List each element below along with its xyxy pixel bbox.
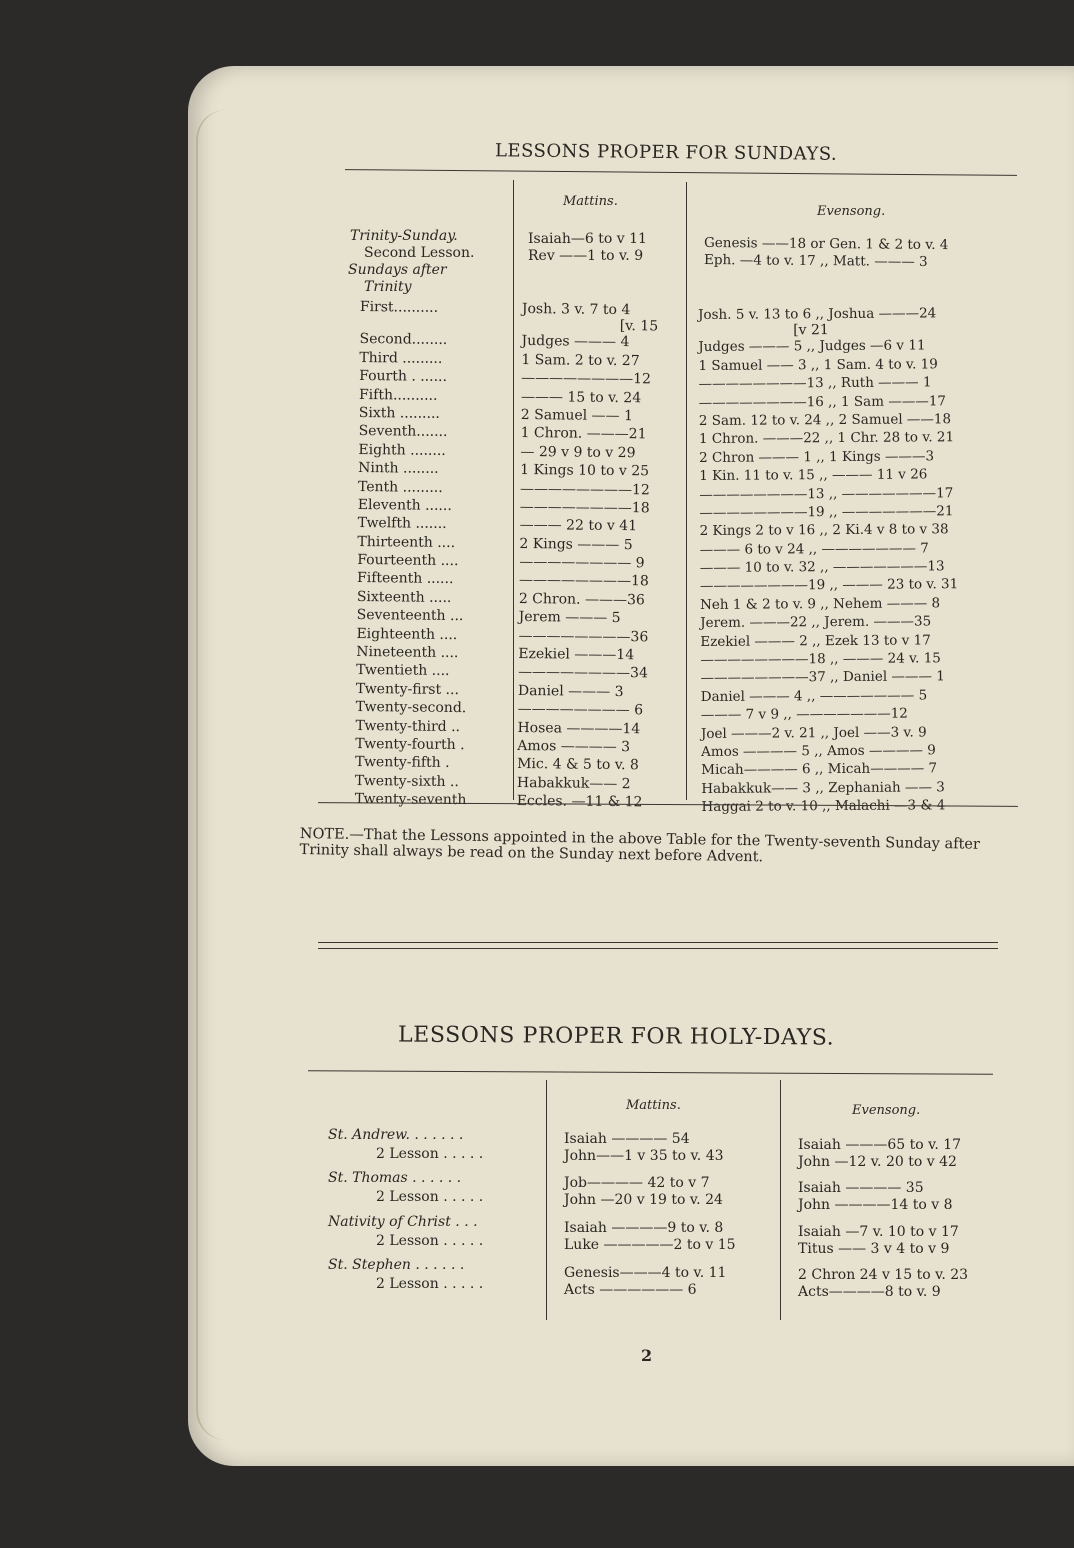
- list-item: Ezekiel ——— 2 ,, Ezek 13 to v 17: [700, 632, 931, 650]
- page-number: 2: [641, 1346, 653, 1365]
- sundays-list: [355, 298, 472, 810]
- column-divider-right: [686, 182, 687, 800]
- list-item: ————————34: [518, 664, 649, 682]
- holyday-lesson: 2 Lesson . . . . .: [376, 1276, 484, 1292]
- list-item: ————————13 ,, ———————17: [699, 484, 954, 503]
- list-item: Twenty-third ..: [355, 717, 461, 735]
- list-item: Fifteenth ......: [356, 570, 454, 588]
- trinity-word: Trinity: [364, 279, 412, 295]
- list-item: Nineteenth ....: [356, 644, 459, 662]
- holyday-evensong-second: John ————14 to v 8: [798, 1197, 953, 1213]
- holyday-mattins-first: Isaiah ———— 54: [564, 1131, 690, 1147]
- holyday-name: Nativity of Christ . . .: [328, 1214, 478, 1230]
- list-item: 1 Sam. 2 to v. 27: [521, 351, 640, 370]
- holyday-mattins-first: Genesis———4 to v. 11: [564, 1265, 727, 1281]
- holyday-evensong-first: Isaiah —7 v. 10 to v 17: [798, 1224, 959, 1240]
- list-item: Daniel ——— 3: [517, 682, 624, 700]
- holyday-mattins-second: John——1 v 35 to v. 43: [564, 1148, 724, 1164]
- list-item: ——— 7 v 9 ,, ———————12: [700, 705, 908, 724]
- list-item: Judges ——— 5 ,, Judges —6 v 11: [698, 337, 926, 356]
- column-divider-left: [513, 180, 514, 800]
- holyday-evensong-first: Isaiah ———— 35: [798, 1180, 924, 1196]
- list-item: Amos ———— 5 ,, Amos ———— 9: [701, 742, 936, 760]
- trinity-evensong-first: Genesis ——18 or Gen. 1 & 2 to v. 4: [703, 234, 949, 254]
- list-item: Joel ———2 v. 21 ,, Joel ——3 v. 9: [700, 724, 927, 742]
- page-edge: [196, 110, 228, 1440]
- trinity-sunday-label: Trinity-Sunday.: [350, 228, 458, 244]
- list-item: ————————16 ,, 1 Sam ———17: [698, 392, 947, 411]
- holydays-title: LESSONS PROPER FOR HOLY-DAYS.: [397, 1022, 835, 1051]
- list-item: — 29 v 9 to v 29: [520, 443, 636, 461]
- sundays-after-label: Sundays after: [348, 262, 447, 278]
- holyday-evensong-second: John —12 v. 20 to v 42: [798, 1154, 957, 1170]
- holydays-mattins-header: Mattins.: [626, 1098, 681, 1113]
- list-item: Fourteenth ....: [357, 552, 459, 570]
- list-item: Seventeenth ...: [356, 607, 464, 625]
- list-item: Amos ———— 3: [517, 737, 631, 756]
- list-item: Tenth .........: [357, 478, 443, 496]
- list-item: 1 Chron. ———21: [520, 425, 647, 443]
- list-item: ——— 6 to v 24 ,, ——————— 7: [699, 540, 929, 558]
- list-item: ————————13 ,, Ruth ——— 1: [698, 374, 932, 393]
- list-item: Daniel ——— 4 ,, ——————— 5: [700, 687, 928, 705]
- list-item: Fourth . ......: [359, 368, 448, 386]
- list-item: Mic. 4 & 5 to v. 8: [517, 756, 639, 774]
- second-lesson-label: Second Lesson.: [364, 245, 475, 261]
- list-item: Hosea ————14: [517, 719, 641, 737]
- holyday-mattins-first: Isaiah ————9 to v. 8: [564, 1220, 724, 1236]
- holyday-name: St. Andrew. . . . . . .: [328, 1127, 464, 1143]
- list-item: ————————19 ,, ———————21: [699, 503, 954, 521]
- list-item: Habakkuk—— 3 ,, Zephaniah —— 3: [701, 779, 945, 797]
- list-item: ————————36: [518, 627, 649, 645]
- holyday-evensong-second: Acts————8 to v. 9: [798, 1284, 941, 1300]
- list-item: ————————19 ,, ——— 23 to v. 31: [699, 576, 959, 595]
- note-paragraph: NOTE.—That the Lessons appointed in the above Table for the Twenty-seventh Sunday after Trinity shall always be read on the Sunday next before Advent.: [299, 826, 981, 866]
- list-item: ————————18 ,, ——— 24 v. 15: [700, 650, 941, 669]
- list-item: ————————37 ,, Daniel ——— 1: [700, 668, 945, 687]
- trinity-mattins-first: Isaiah—6 to v 11: [528, 231, 647, 247]
- trinity-evensong-second: Eph. —4 to v. 17 ,, Matt. ——— 3: [703, 252, 928, 270]
- list-item: Habakkuk—— 2: [516, 774, 631, 792]
- holydays-divider-left: [546, 1080, 547, 1320]
- list-item: ————————12: [519, 480, 650, 498]
- list-item: 2 Chron ——— 1 ,, 1 Kings ———3: [699, 448, 935, 466]
- list-item: 1 Samuel —— 3 ,, 1 Sam. 4 to v. 19: [698, 356, 938, 374]
- double-rule: [318, 942, 998, 949]
- list-item: ———————— 9: [519, 554, 645, 572]
- holyday-name: St. Stephen . . . . . .: [328, 1257, 465, 1273]
- list-item: Twenty-fourth .: [355, 735, 465, 754]
- list-item: Josh. 3 v. 7 to 4: [521, 300, 631, 319]
- list-item: 2 Chron. ———36: [518, 590, 645, 609]
- holyday-lesson: 2 Lesson . . . . .: [376, 1146, 484, 1162]
- list-item: 2 Kings ——— 5: [519, 535, 633, 553]
- list-item: Eleventh ......: [357, 496, 452, 514]
- holydays-evensong-header: Evensong.: [852, 1103, 921, 1118]
- holyday-evensong-first: 2 Chron 24 v 15 to v. 23: [798, 1267, 969, 1283]
- list-item: 2 Kings 2 to v 16 ,, 2 Ki.4 v 8 to v 38: [699, 521, 949, 540]
- list-item: 1 Chron. ———22 ,, 1 Chr. 28 to v. 21: [698, 429, 955, 448]
- list-item: Micah———— 6 ,, Micah———— 7: [701, 760, 938, 779]
- list-item: Third .........: [359, 349, 443, 367]
- holyday-mattins-second: John —20 v 19 to v. 24: [564, 1192, 723, 1208]
- list-item: ————————18: [519, 498, 650, 517]
- list-item: Eighth ........: [358, 441, 446, 459]
- list-item: Sixteenth .....: [356, 588, 452, 606]
- list-item: Twelfth .......: [357, 515, 447, 533]
- holyday-mattins-first: Job———— 42 to v 7: [564, 1175, 710, 1191]
- list-item: Twenty-fifth .: [355, 754, 450, 772]
- list-item: Judges ——— 4: [521, 333, 630, 351]
- holyday-mattins-second: Acts —————— 6: [564, 1282, 697, 1298]
- list-item: Twenty-seventh: [354, 791, 467, 809]
- list-item: 2 Samuel —— 1: [520, 406, 634, 425]
- list-item: Josh. 5 v. 13 to 6 ,, Joshua ———24: [698, 305, 937, 323]
- sundays-title: LESSONS PROPER FOR SUNDAYS.: [494, 140, 838, 165]
- trinity-mattins-second: Rev ——1 to v. 9: [528, 248, 644, 264]
- list-item: ————————18: [518, 572, 649, 590]
- evensong-header: Evensong.: [817, 204, 886, 219]
- holyday-name: St. Thomas . . . . . .: [328, 1170, 462, 1186]
- mattins-list: [517, 300, 659, 812]
- holyday-lesson: 2 Lesson . . . . .: [376, 1189, 484, 1205]
- list-item: Jerem. ———22 ,, Jerem. ———35: [700, 613, 932, 632]
- holyday-evensong-first: Isaiah ———65 to v. 17: [798, 1137, 962, 1153]
- holydays-divider-right: [780, 1080, 781, 1320]
- holyday-mattins-second: Luke —————2 to v 15: [564, 1237, 736, 1253]
- list-item: [v. 15: [619, 318, 659, 335]
- list-item: Ninth ........: [358, 460, 439, 477]
- list-item: Twenty-first ...: [355, 680, 460, 698]
- list-item: 2 Sam. 12 to v. 24 ,, 2 Samuel ——18: [698, 411, 952, 429]
- list-item: Fifth..........: [358, 386, 438, 404]
- list-item: Second........: [359, 331, 448, 349]
- list-item: ————————12: [521, 370, 652, 388]
- list-item: Twenty-second.: [355, 699, 467, 717]
- list-item: ———————— 6: [517, 701, 644, 719]
- evensong-list: [698, 304, 960, 816]
- list-item: Haggai 2 to v. 10 ,, Malachi —3 & 4: [701, 797, 946, 816]
- list-item: ——— 22 to v 41: [519, 517, 638, 535]
- list-item: ——— 15 to v. 24: [520, 388, 642, 406]
- holyday-lesson: 2 Lesson . . . . .: [376, 1233, 484, 1249]
- list-item: Eighteenth ....: [356, 625, 458, 643]
- list-item: Jerem ——— 5: [518, 609, 621, 627]
- mattins-header: Mattins.: [563, 194, 618, 209]
- list-item: Seventh.......: [358, 423, 448, 441]
- list-item: 1 Kin. 11 to v. 15 ,, ——— 11 v 26: [699, 466, 928, 485]
- list-item: Neh 1 & 2 to v. 9 ,, Nehem ——— 8: [700, 595, 941, 613]
- list-item: ——— 10 to v. 32 ,, ———————13: [699, 558, 945, 577]
- list-item: [v 21: [793, 322, 829, 339]
- list-item: 1 Kings 10 to v 25: [520, 462, 650, 480]
- list-item: Thirteenth ....: [357, 533, 456, 551]
- holyday-evensong-second: Titus —— 3 v 4 to v 9: [798, 1241, 950, 1257]
- list-item: Ezekiel ———14: [518, 646, 635, 664]
- list-item: Sixth .........: [358, 404, 440, 422]
- list-item: First..........: [359, 298, 439, 316]
- list-item: Twenty-sixth ..: [354, 772, 459, 790]
- list-item: Eccles. —11 & 12: [516, 793, 643, 811]
- list-item: Twentieth ....: [356, 662, 450, 680]
